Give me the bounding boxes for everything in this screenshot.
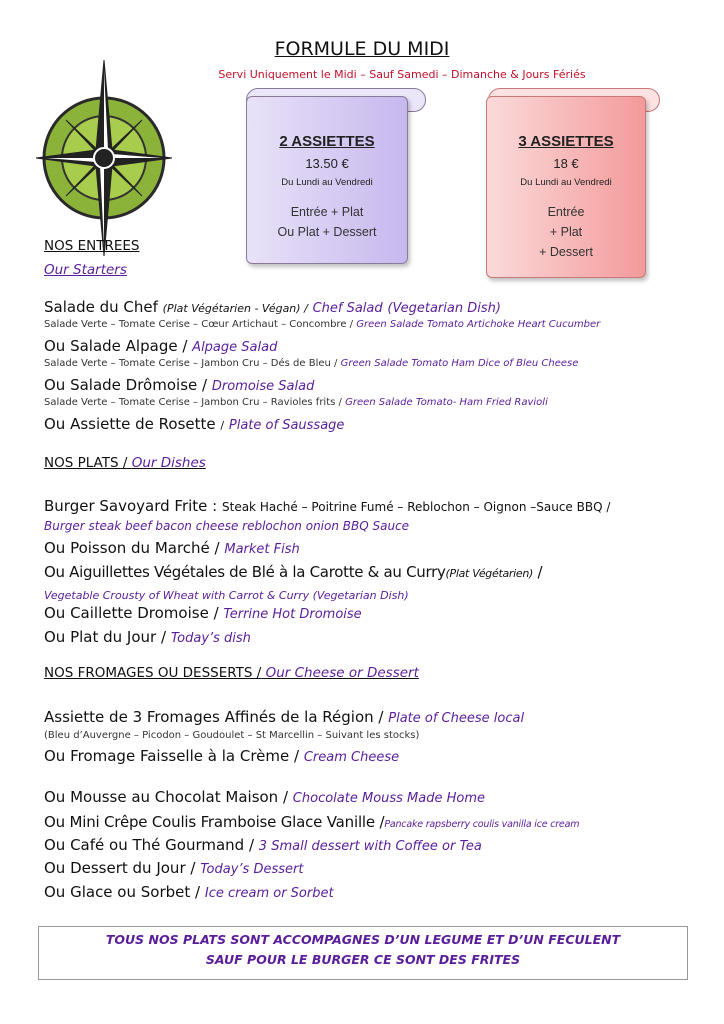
formula-name: 3 ASSIETTES bbox=[518, 133, 614, 150]
menu-item: Ou Assiette de Rosette / Plate of Saussage bbox=[44, 415, 345, 433]
menu-item: Ou Plat du Jour / Today’s dish bbox=[44, 628, 251, 646]
menu-item: Ou Mousse au Chocolat Maison / Chocolate Mouss Made Home bbox=[44, 788, 486, 806]
menu-item: Ou Salade Drômoise / Dromoise Salad bbox=[44, 376, 315, 394]
section-title-desserts: NOS FROMAGES OU DESSERTS / Our Cheese or Dessert bbox=[44, 665, 419, 681]
menu-item: Ou Poisson du Marché / Market Fish bbox=[44, 539, 300, 557]
formula-card-2-assiettes bbox=[246, 96, 408, 264]
menu-item: Salade du Chef (Plat Végétarien - Végan) / Chef Salad (Vegetarian Dish) bbox=[44, 298, 501, 316]
formula-name: 2 ASSIETTES bbox=[279, 133, 375, 150]
section-title-dishes: NOS PLATS / Our Dishes bbox=[44, 455, 206, 471]
menu-item-english: Vegetable Crousty of Wheat with Carrot & Curry (Vegetarian Dish) bbox=[44, 589, 409, 602]
menu-item: Burger Savoyard Frite : Steak Haché – Poitrine Fumé – Reblochon – Oignon –Sauce BBQ / bbox=[44, 497, 611, 515]
formula-line: Entrée + Plat bbox=[290, 205, 364, 219]
menu-item: Ou Café ou Thé Gourmand / 3 Small dessert with Coffee or Tea bbox=[44, 836, 482, 854]
formula-line: + Dessert bbox=[539, 245, 593, 259]
menu-item: Ou Caillette Dromoise / Terrine Hot Dromoise bbox=[44, 604, 362, 622]
formula-price: 18 € bbox=[553, 156, 579, 171]
formula-days: Du Lundi au Vendredi bbox=[520, 177, 612, 188]
page-subtitle: Servi Uniquement le Midi – Sauf Samedi – Dimanche & Jours Fériés bbox=[218, 68, 586, 81]
footer-line: TOUS NOS PLATS SONT ACCOMPAGNES D’UN LEGUME ET D’UN FECULENT bbox=[105, 932, 621, 947]
menu-item: Ou Mini Crêpe Coulis Framboise Glace Vanille /Pancake rapsberry coulis vanilla ice cream bbox=[44, 813, 580, 831]
formula-price: 13.50 € bbox=[305, 156, 349, 171]
menu-item: Assiette de 3 Fromages Affinés de la Région / Plate of Cheese local bbox=[44, 708, 525, 726]
footer-note-box bbox=[38, 926, 688, 980]
menu-item: Ou Aiguillettes Végétales de Blé à la Carotte & au Curry(Plat Végétarien) / bbox=[44, 563, 543, 581]
menu-item-english: Burger steak beef bacon cheese reblochon onion BBQ Sauce bbox=[44, 519, 410, 533]
menu-item-description: Salade Verte – Tomate Cerise – Cœur Artichaut – Concombre / Green Salade Tomato Artichoke Heart Cucumber bbox=[44, 319, 601, 330]
menu-item: Ou Salade Alpage / Alpage Salad bbox=[44, 337, 278, 355]
menu-item-description: Salade Verte – Tomate Cerise – Jambon Cru – Dés de Bleu / Green Salade Tomato Ham Dice of Bleu Cheese bbox=[44, 358, 579, 369]
page-title: FORMULE DU MIDI bbox=[274, 38, 450, 60]
formula-line: + Plat bbox=[549, 225, 583, 239]
section-title-starters: NOS ENTREES bbox=[44, 238, 140, 254]
menu-item: Ou Fromage Faisselle à la Crème / Cream Cheese bbox=[44, 747, 400, 765]
menu-item-description: Salade Verte – Tomate Cerise – Jambon Cru – Ravioles frits / Green Salade Tomato- Ham Fried Ravioli bbox=[44, 397, 548, 408]
formula-line: Entrée bbox=[547, 205, 585, 219]
footer-line: SAUF POUR LE BURGER CE SONT DES FRITES bbox=[205, 952, 521, 967]
formula-line: Ou Plat + Dessert bbox=[277, 225, 377, 239]
formula-days: Du Lundi au Vendredi bbox=[281, 177, 373, 188]
section-title-starters-en: Our Starters bbox=[44, 262, 127, 278]
menu-item: Ou Dessert du Jour / Today’s Dessert bbox=[44, 859, 304, 877]
formula-card-3-assiettes bbox=[486, 96, 646, 278]
menu-item: Ou Glace ou Sorbet / Ice cream or Sorbet bbox=[44, 883, 334, 901]
compass-logo-icon bbox=[36, 60, 172, 256]
menu-item-description: (Bleu d’Auvergne – Picodon – Goudoulet – St Marcellin – Suivant les stocks) bbox=[44, 730, 420, 741]
